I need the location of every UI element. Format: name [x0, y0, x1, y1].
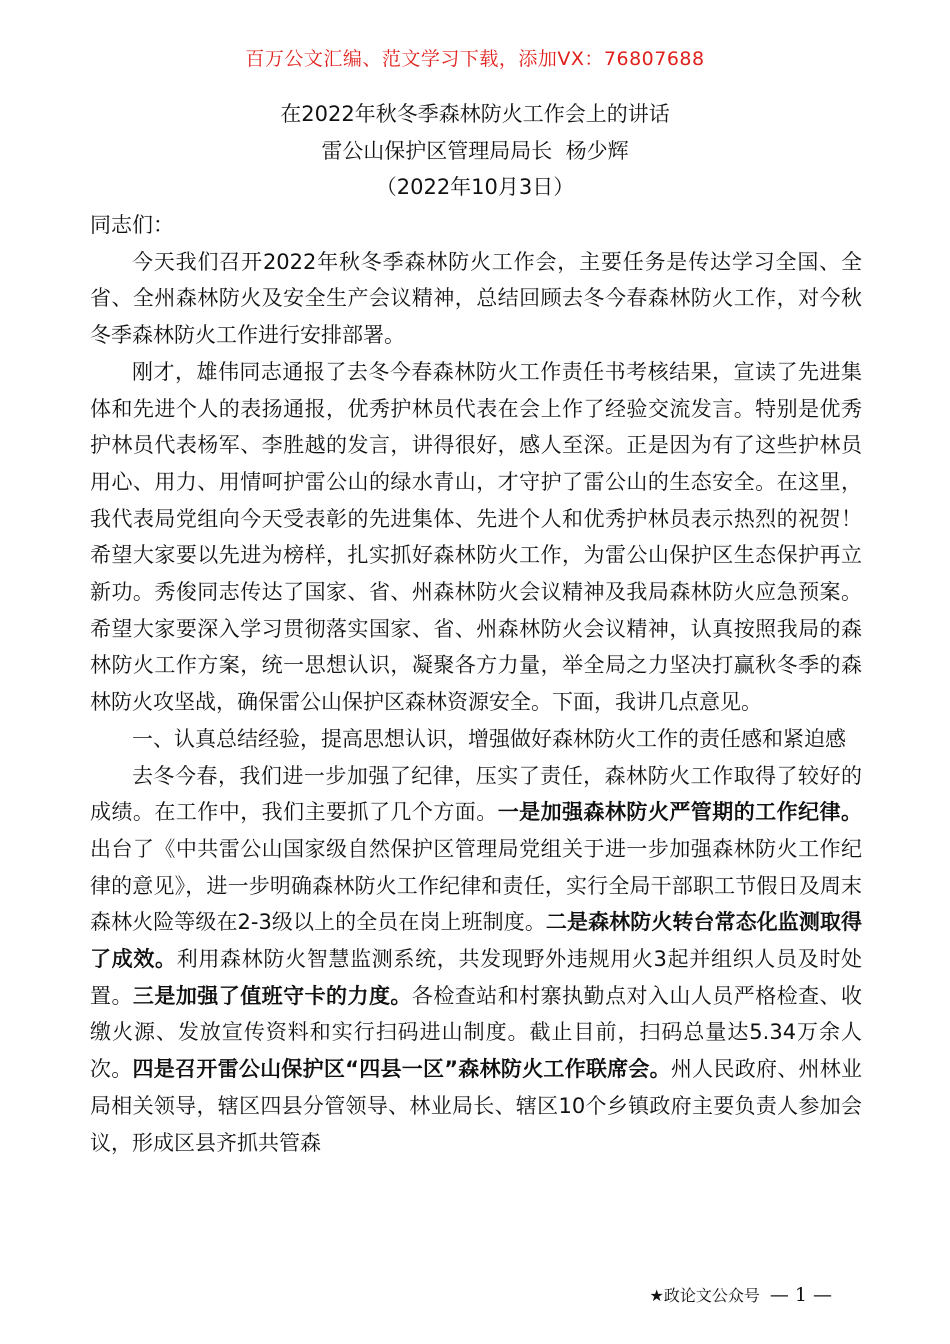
paragraph-recap: 刚才，雄伟同志通报了去冬今春森林防火工作责任书考核结果，宣读了先进集体和先进个人的表扬通报，优秀护林员代表在会上作了经验交流发言。特别是优秀护林员代表杨军、李胜越的发言，讲得很好，感人至深。正是因为有了这些护林员用心、用力、用情呵护雷公山的绿水青山，才守护了雷公山的生态安全。在这里，我代表局党组向今天受表彰的先进集体、先进个人和优秀护林员表示热烈的祝贺！希望大家要以先进为榜样，扎实抓好森林防火工作，为雷公山保护区生态保护再立新功。秀俊同志传达了国家、省、州森林防火会议精神及我局森林防火应急预案。希望大家要深入学习贯彻落实国家、省、州森林防火会议精神，认真按照我局的森林防火工作方案，统一思想认识，凝聚各方力量，举全局之力坚决打赢秋冬季的森林防火攻坚战，确保雷公山保护区森林资源安全。下面，我讲几点意见。: [90, 359, 862, 715]
text-run: 州人民政府、州林业局相关领导，辖区四县分管领导、林业局长、辖区10个乡镇政府主要负责人参加会议，形成区县齐抓共管森: [90, 1057, 863, 1155]
text-run: 各检查站和村寨执勤点对入山人员严格检查、收缴火源、发放宣传资料和实行扫码进山制度。截止目前，扫码总量达5.34万余人次。: [90, 983, 863, 1082]
text-run: 去冬今春，我们进一步加强了纪律，压实了责任，森林防火工作取得了较好的成绩。在工作中，我们主要抓了几个方面。: [90, 763, 862, 825]
bold-point-2: 二是森林防火转台常态化监测取得了成效。: [90, 910, 862, 972]
speech-date: （2022年10月3日）: [375, 175, 575, 199]
bold-point-1: 一是加强森林防火严管期的工作纪律。: [497, 800, 863, 825]
speech-body: [90, 207, 862, 1161]
speech-title: 在2022年秋冬季森林防火工作会上的讲话: [280, 102, 670, 126]
paragraph-intro: 今天我们召开2022年秋冬季森林防火工作会，主要任务是传达学习全国、全省、全州森林防火及安全生产会议精神，总结回顾去冬今春森林防火工作，对今秋冬季森林防火工作进行安排部署。: [90, 249, 862, 348]
speaker-line: 雷公山保护区管理局局长 杨少辉: [321, 139, 629, 163]
bold-point-3: 三是加强了值班守卡的力度。: [132, 983, 412, 1008]
page-footer: [649, 1283, 832, 1306]
text-run: 出台了《中共雷公山国家级自然保护区管理局党组关于进一步加强森林防火工作纪律的意见》，进一步明确森林防火工作纪律和责任，实行全局干部职工节假日及周末森林火险等级在2-3级以上的全员在岗上班制度。: [90, 836, 862, 935]
paragraph-achievements: [90, 758, 862, 1162]
footer-source: ★政论文公众号: [649, 1286, 760, 1305]
page-number: — 1 —: [769, 1284, 832, 1306]
promo-banner: 百万公文汇编、范文学习下载，添加VX：76807688: [245, 48, 705, 70]
text-run: 利用森林防火智慧监测系统，共发现野外违规用火3起并组织人员及时处置。: [90, 947, 862, 1008]
section-heading-1: 一、认真总结经验，提高思想认识，增强做好森林防火工作的责任感和紧迫感: [132, 726, 846, 751]
salutation: 同志们：: [90, 213, 174, 237]
bold-point-4: 四是召开雷公山保护区“四县一区”森林防火工作联席会。: [132, 1057, 671, 1082]
